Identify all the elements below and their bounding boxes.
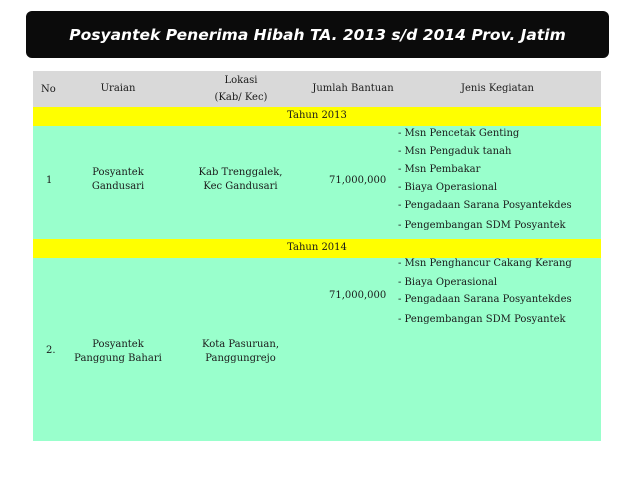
title-banner [26,11,609,58]
header-jumlah: Jumlah Bantuan [312,83,394,94]
kegiatan-item: - Biaya Operasional [398,277,498,288]
lokasi-line2: Panggungrejo [205,353,276,364]
header-lokasi-line1: Lokasi [224,75,258,86]
lokasi-line2: Kec Gandusari [203,181,278,192]
header-jenis: Jenis Kegiatan [461,83,534,94]
year-row-2013 [33,107,601,126]
year-row-2014 [33,239,601,258]
kegiatan-item: - Msn Penghancur Cakang Kerang [398,258,572,269]
header-no: No [41,84,56,95]
slide-title: Posyantek Penerima Hibah TA. 2013 s/d 2014 Prov. Jatim [69,25,566,44]
header-lokasi-line2: (Kab/ Kec) [214,92,268,103]
kegiatan-item: - Pengembangan SDM Posyantek [398,314,566,325]
uraian-line2: Panggung Bahari [74,353,162,364]
kegiatan-item: - Msn Pembakar [398,164,481,175]
lokasi-line1: Kab Trenggalek, [198,167,283,178]
table-row [33,258,601,441]
table-header-row [33,71,601,107]
year-label: Tahun 2013 [287,110,347,121]
table-row [33,126,601,239]
row-no: 1 [46,175,53,186]
uraian-line1: Posyantek [92,167,144,178]
kegiatan-item: - Pengadaan Sarana Posyantekdes [398,200,572,211]
kegiatan-item: - Pengadaan Sarana Posyantekdes [398,294,572,305]
kegiatan-item: - Pengembangan SDM Posyantek [398,220,566,231]
hibah-table [33,71,601,441]
jumlah-bantuan: 71,000,000 [329,175,387,186]
kegiatan-item: - Biaya Operasional [398,182,498,193]
header-uraian: Uraian [100,83,136,94]
year-label: Tahun 2014 [287,242,347,253]
kegiatan-item: - Msn Pencetak Genting [398,128,520,139]
kegiatan-item: - Msn Pengaduk tanah [398,146,512,157]
uraian-line1: Posyantek [92,339,144,350]
lokasi-line1: Kota Pasuruan, [202,339,279,350]
jumlah-bantuan: 71,000,000 [329,290,387,301]
uraian-line2: Gandusari [91,181,145,192]
row-no: 2. [46,345,56,356]
